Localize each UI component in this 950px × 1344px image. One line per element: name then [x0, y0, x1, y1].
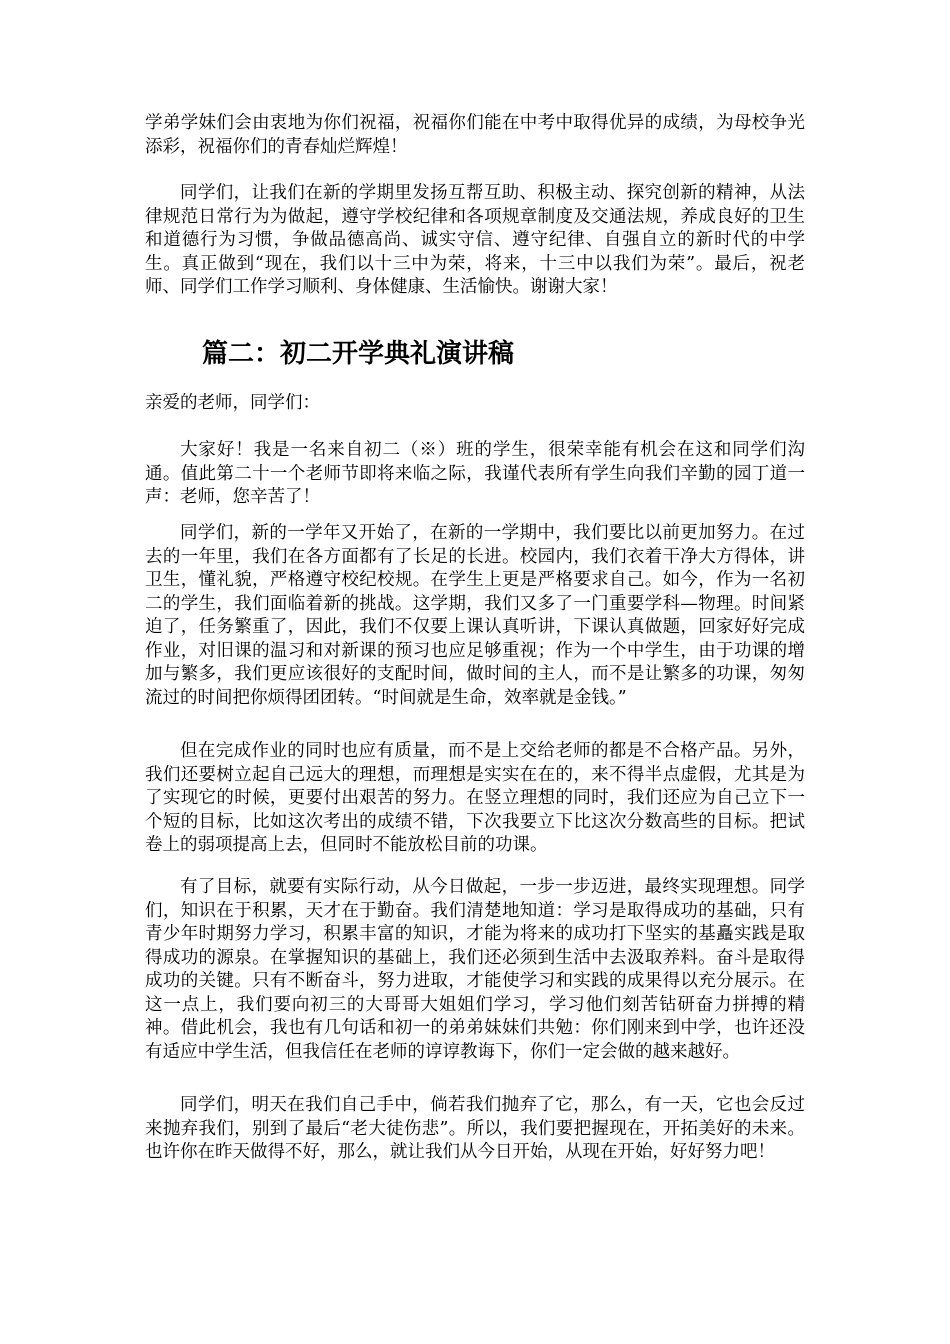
paragraph-hello: 大家好！我是一名来自初二（※）班的学生，很荣幸能有机会在这和同学们沟通。值此第二十一个老师节即将来临之际，我谨代表所有学生向我们辛勤的园丁道一声：老师，您辛苦了！	[145, 440, 805, 507]
paragraph-new-year: 同学们，新的一学年又开始了，在新的一学期中，我们要比以前更加努力。在过去的一年里，我们在各方面都有了长足的长进。校园内，我们衣着干净大方得体，讲卫生，懂礼貌，严格遵守校纪校规。在学生上更是严格要求自己。如今，作为一名初二的学生，我们面临着新的挑战。这学期，我们又多了一门重要学科—物理。时间紧迫了，任务繁重了，因此，我们不仅要上课认真听讲，下课认真做题，回家好好完成作业，对旧课的温习和对新课的预习也应足够重视；作为一个中学生，由于功课的增加与繁多，我们更应该很好的支配时间，做时间的主人，而不是让繁多的功课，匆匆流过的时间把你烦得团团转。“时间就是生命，效率就是金钱。”	[145, 523, 805, 708]
paragraph-tomorrow: 同学们，明天在我们自己手中，倘若我们抛弃了它，那么，有一天，它也会反过来抛弃我们，别到了最后“老大徒伤悲”。所以，我们要把握现在，开拓美好的未来。也许你在昨天做得不好，那么，就让我们从今日开始，从现在开始，好好努力吧！	[145, 1095, 805, 1162]
greeting: 亲爱的老师，同学们：	[145, 393, 320, 413]
paragraph-intro-end: 学弟学妹们会由衷地为你们祝福，祝福你们能在中考中取得优异的成绩，为母校争光添彩，祝福你们的青春灿烂辉煌！	[145, 113, 805, 157]
paragraph-quality: 但在完成作业的同时也应有质量，而不是上交给老师的都是不合格产品。另外，我们还要树立起自己远大的理想，而理想是实实在在的，来不得半点虚假，尤其是为了实现它的时候，更要付出艰苦的努力。在竖立理想的同时，我们还应为自己立下一个短的目标，比如这次考出的成绩不错，下次我要立下比这次分数高些的目标。把试卷上的弱项提高上去，但同时不能放松目前的功课。	[145, 741, 805, 855]
paragraph-goal: 有了目标，就要有实际行动，从今日做起，一步一步迈进，最终实现理想。同学们，知识在于积累，天才在于勤奋。我们清楚地知道：学习是取得成功的基础，只有青少年时期努力学习，积累丰富的知识，才能为将来的成功打下坚实的基矗实践是取得成功的源泉。在掌握知识的基础上，我们还必须到生活中去汲取养料。奋斗是取得成功的关键。只有不断奋斗，努力进取，才能使学习和实践的成果得以充分展示。在这一点上，我们要向初三的大哥哥大姐姐们学习，学习他们刻苦钻研奋力拼搏的精神。借此机会，我也有几句话和初一的弟弟妹妹们共勉：你们刚来到中学，也许还没有适应中学生活，但我信任在老师的谆谆教诲下，你们一定会做的越来越好。	[145, 877, 805, 1062]
paragraph-closing: 同学们，让我们在新的学期里发扬互帮互助、积极主动、探究创新的精神，从法律规范日常行为为做起，遵守学校纪律和各项规章制度及交通法规，养成良好的卫生和道德行为习惯，争做品德高尚、诚实守信、遵守纪律、自强自立的新时代的中学生。真正做到“现在，我们以十三中为荣，将来，十三中以我们为荣”。最后，祝老师、同学们工作学习顺利、身体健康、生活愉快。谢谢大家！	[145, 183, 805, 297]
section-heading: 篇二：初二开学典礼演讲稿	[202, 339, 515, 369]
